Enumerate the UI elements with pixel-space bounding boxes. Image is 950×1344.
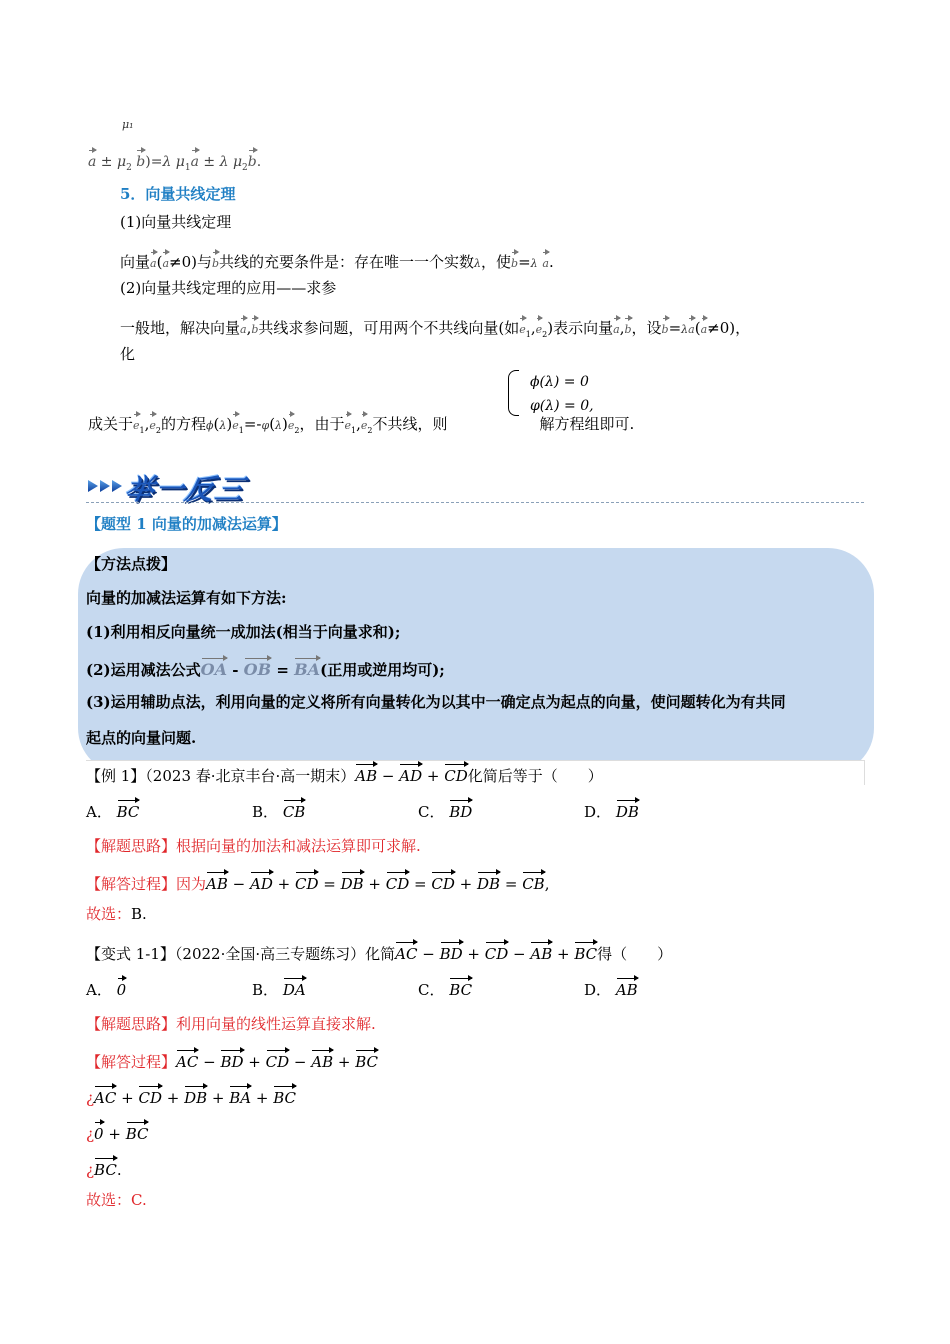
variant1-option-b[interactable]: B． DA [252, 976, 306, 1000]
example1-idea: 【解题思路】根据向量的加法和减法运算即可求解. [86, 837, 421, 855]
variant1-process-2: ¿AC + CD + DB + BA + BC [86, 1084, 296, 1108]
subheading-1: (1)向量共线定理 [120, 213, 232, 231]
variant1-option-d[interactable]: D． AB [584, 976, 638, 1000]
equation-system-brace [508, 370, 519, 416]
variant1-process-4: ¿BC. [86, 1156, 122, 1180]
variant1-process-1: 【解答过程】AC − BD + CD − AB + BC [86, 1048, 378, 1072]
example1-option-b[interactable]: B． CB [252, 798, 305, 822]
method-3: (3)运用辅助点法，利用向量的定义将所有向量转化为以其中一确定点为起点的向量，使问题转化为有共同 [86, 693, 786, 711]
equation-1: ϕ(λ) = 0 [530, 374, 589, 390]
method-intro: 向量的加减法运算有如下方法: [86, 589, 287, 607]
parameter-line-cont: 化 [120, 345, 136, 363]
example1-process: 【解答过程】因为AB − AD + CD = DB + CD = CD + DB = CB, [86, 870, 549, 894]
variant1-option-c[interactable]: C． BC [418, 976, 472, 1000]
mu1-label: μ₁ [122, 118, 134, 131]
variant1-option-a[interactable]: A． 0 [86, 976, 126, 1000]
example1-option-a[interactable]: A． BC [86, 798, 139, 822]
banner-text: 举一反三 [122, 473, 250, 506]
method-2: (2)运用减法公式OA - OB = BA(正用或逆用均可); [86, 656, 445, 680]
equation-2: φ(λ) = 0, [530, 398, 594, 414]
formula-line: $a \pm \mu_2$ b)=λ $\mu_1a \pm \lambda$ $\mu_2b$. [88, 148, 261, 178]
variant1-process-3: ¿0 + BC [86, 1120, 148, 1144]
subheading-2: (2)向量共线定理的应用——求参 [120, 279, 337, 297]
practice-banner [86, 466, 866, 506]
variant1-question: 【变式 1-1】（2022·全国·高三专题练习）化简AC − BD + CD − AB + BC得（ ） [86, 940, 672, 964]
section-divider [86, 502, 864, 503]
variant1-idea: 【解题思路】利用向量的线性运算直接求解. [86, 1015, 376, 1033]
example1-answer: 故选：B. [86, 905, 147, 923]
section-title: 5．向量共线定理 [120, 185, 236, 203]
example1-question: 【例 1】（2023 春·北京丰台·高一期末）AB − AD + CD化简后等于（ ） [86, 762, 603, 786]
collinear-theorem-line: 向量a(a≠0)与b共线的充要条件是：存在唯一一个实数λ，使b=λ a. [120, 250, 554, 274]
method-4: 起点的向量问题. [86, 729, 197, 747]
type1-title: 【题型 1 向量的加减法运算】 [86, 515, 287, 533]
parameter-line: 一般地，解决向量a,b共线求参问题，可用两个不共线向量(如$e_1,e_2$)表示向量a,b，设b=λa(a≠0)， [120, 316, 750, 345]
method-label: 【方法点拨】 [86, 555, 177, 573]
method-1: (1)利用相反向量统一成加法(相当于向量求和); [86, 623, 401, 641]
example1-option-d[interactable]: D． DB [584, 798, 639, 822]
variant1-answer: 故选：C. [86, 1191, 147, 1209]
equation-line: 成关于$e_1,e_2$的方程$\phi(\lambda)e_1=-\varphi(\lambda)e_2$，由于$e_1,e_2$不共线，则 解方程组即可. [88, 412, 634, 441]
example1-option-c[interactable]: C． BD [418, 798, 472, 822]
